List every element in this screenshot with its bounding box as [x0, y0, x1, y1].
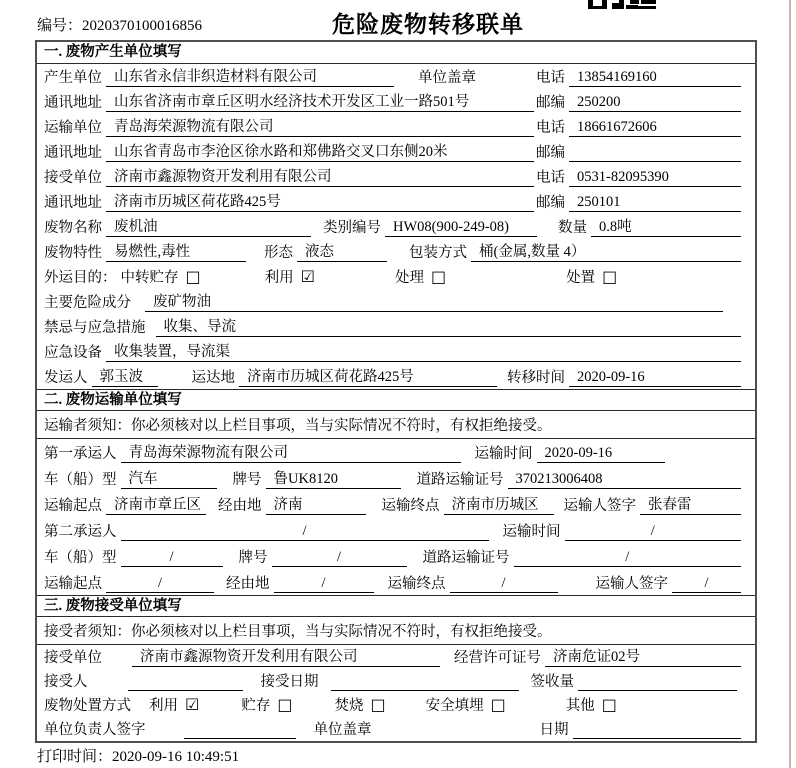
serial-value: 2020370100016856 [82, 18, 203, 34]
purpose-option-dispose [566, 266, 617, 287]
hazard-label: 主要危险成分 [44, 295, 131, 311]
sign1-label: 运输人签字 [563, 498, 636, 514]
sign1-value: 张春雷 [640, 493, 741, 515]
disposal-option-reuse [149, 694, 199, 715]
form-label: 形态 [264, 245, 293, 261]
purpose-option-transfer-storage [121, 266, 201, 287]
shipper-value: 郭玉波 [92, 365, 158, 387]
section2-fields [37, 439, 755, 595]
section3-heading: 三. 废物接受单位填写 [37, 595, 755, 617]
receiver-phone-label: 电话 [536, 170, 565, 186]
receiver-zip-value: 250101 [569, 194, 741, 212]
producer-zip-label: 邮编 [536, 95, 565, 111]
page-title: 危险废物转移联单 [332, 12, 524, 37]
transporter-addr-label: 通讯地址 [44, 145, 102, 161]
carrier2-label: 第二承运人 [44, 524, 117, 540]
unit-seal-label: 单位盖章 [418, 70, 476, 86]
taboo-label: 禁忌与应急措施 [44, 320, 146, 336]
checkbox-unchecked-icon: □ [185, 267, 201, 286]
purpose-option-label: 处理 [394, 270, 424, 286]
plate1-value: 鲁UK8120 [266, 467, 401, 489]
trait-label: 废物特性 [44, 245, 102, 261]
producer-phone-value: 13854169160 [569, 69, 741, 87]
transporter-addr-value: 山东省青岛市李沧区徐水路和郑佛路交叉口东侧20米 [106, 140, 534, 162]
checkbox-unchecked-icon: □ [430, 267, 447, 286]
row-acceptor [37, 669, 755, 693]
origin2-label: 运输起点 [44, 576, 102, 592]
section2-notice: 运输者须知：你必须核对以上栏目事项，当与实际情况不符时，有权拒绝接受。 [37, 411, 755, 439]
plate2-value: / [272, 549, 407, 567]
row-vehicle2 [37, 543, 755, 569]
license1-label: 道路运输证号 [416, 472, 504, 488]
disposal-option-label: 利用 [149, 698, 178, 714]
unit-seal2-label: 单位盖章 [313, 722, 372, 738]
row-hazard-component [37, 289, 755, 314]
vehicle1-label: 车（船）型 [44, 472, 117, 488]
checkbox-unchecked-icon: □ [602, 267, 618, 286]
row-receiver [37, 164, 755, 189]
license1-value: 370213006408 [508, 471, 742, 489]
checkbox-unchecked-icon: □ [370, 695, 386, 714]
accept-date-value [331, 674, 519, 691]
end1-label: 运输终点 [381, 498, 440, 514]
transfer-form-table [35, 40, 757, 743]
row-transporter [37, 114, 755, 139]
carrier1-label: 第一承运人 [44, 446, 117, 462]
transporter-value: 青岛海荣源物流有限公司 [106, 115, 534, 137]
carrier1-value: 青岛海荣源物流有限公司 [121, 441, 461, 463]
producer-addr-value: 山东省济南市章丘区明水经济技术开发区工业一路501号 [106, 90, 534, 112]
checkbox-unchecked-icon: □ [601, 695, 617, 714]
checkbox-unchecked-icon: □ [277, 695, 293, 714]
disposal-option-label: 贮存 [241, 698, 271, 714]
hazard-value: 废矿物油 [145, 290, 723, 312]
equipment-value: 收集装置，导流渠 [106, 340, 741, 362]
receiver-value: 济南市鑫源物资开发利用有限公司 [106, 165, 534, 187]
purpose-option-reuse [265, 266, 315, 287]
purpose-option-label: 处置 [566, 270, 596, 286]
row-carrier1 [37, 439, 755, 465]
section3-fields [37, 645, 755, 741]
transfer-date-label: 转移时间 [507, 370, 565, 386]
row-carrier2 [37, 517, 755, 543]
print-time-label: 打印时间： [37, 749, 113, 765]
print-time-value: 2020-09-16 10:49:51 [112, 749, 240, 765]
disposal-option-label: 安全填埋 [425, 698, 484, 714]
vehicle1-value: 汽车 [121, 467, 217, 489]
row-vehicle1 [37, 465, 755, 491]
row-emergency-measures [37, 314, 755, 339]
receiver-addr-label: 通讯地址 [44, 195, 102, 211]
print-time [37, 745, 239, 766]
origin1-value: 济南市章丘区 [106, 493, 206, 515]
time2-label: 运输时间 [502, 524, 561, 540]
section2-heading: 二. 废物运输单位填写 [37, 389, 755, 411]
waste-name-label: 废物名称 [44, 220, 102, 236]
plate2-label: 牌号 [238, 550, 268, 566]
date-label: 日期 [539, 722, 569, 738]
row-disposal-method [37, 693, 755, 717]
via1-value: 济南 [266, 493, 366, 515]
waste-name-value: 废机油 [106, 215, 311, 237]
quantity-value: 0.8吨 [591, 215, 741, 237]
purpose-option-label: 中转贮存 [120, 270, 179, 286]
quantity-label: 数量 [558, 220, 587, 236]
time2-value: / [565, 523, 742, 541]
row-waste-name [37, 214, 755, 239]
category-value: HW08(900-249-08) [385, 219, 537, 237]
permit-value: 济南危证02号 [545, 645, 741, 667]
sign2-label: 运输人签字 [595, 576, 668, 592]
disposal-option-other [566, 694, 617, 715]
sign2-value: / [672, 575, 741, 593]
equipment-label: 应急设备 [44, 345, 102, 361]
producer-addr-label: 通讯地址 [44, 95, 102, 111]
transporter-zip-value [569, 145, 741, 162]
row-emergency-equipment [37, 339, 755, 364]
receiver-phone-value: 0531-82095390 [569, 169, 741, 187]
via2-label: 经由地 [226, 576, 270, 592]
qr-code-icon [588, 0, 656, 9]
date-value [573, 722, 742, 739]
transporter-label: 运输单位 [44, 120, 102, 136]
section1-fields [37, 64, 755, 389]
checkbox-checked-icon: ☑ [185, 695, 200, 714]
disposal-option-label: 其他 [565, 698, 595, 714]
receiver-label: 接受单位 [44, 170, 102, 186]
carrier2-value: / [121, 523, 489, 541]
end2-label: 运输终点 [387, 576, 446, 592]
producer-phone-label: 电话 [536, 70, 565, 86]
transporter-zip-label: 邮编 [536, 145, 565, 161]
receiver-zip-label: 邮编 [536, 195, 565, 211]
row-producer [37, 64, 755, 89]
permit-label: 经营许可证号 [454, 650, 541, 666]
accept-date-label: 接受日期 [260, 674, 319, 690]
accept-unit-value: 济南市鑫源物资开发利用有限公司 [132, 645, 440, 667]
license2-value: / [514, 549, 742, 567]
row-waste-trait [37, 239, 755, 264]
row-transport-purpose [37, 264, 755, 289]
disposal-option-storage [241, 694, 292, 715]
disposal-option-incinerate [334, 694, 385, 715]
transfer-date-value: 2020-09-16 [569, 369, 741, 387]
purpose-label: 外运目的： [44, 270, 117, 286]
received-qty-value [578, 674, 737, 691]
dest-value: 济南市历城区荷花路425号 [239, 365, 497, 387]
dest-label: 运达地 [191, 370, 235, 386]
row-transporter-addr [37, 139, 755, 164]
row-route2 [37, 569, 755, 595]
producer-label: 产生单位 [44, 70, 102, 86]
packing-label: 包装方式 [409, 245, 467, 261]
end2-value: / [450, 575, 558, 593]
section1-heading: 一. 废物产生单位填写 [37, 42, 755, 64]
manager-sign-value [184, 722, 296, 739]
transporter-phone-value: 18661672606 [569, 119, 741, 137]
trait-value: 易燃性,毒性 [106, 240, 246, 262]
checkbox-checked-icon: ☑ [300, 267, 315, 286]
form-value: 液态 [297, 240, 387, 262]
acceptor-value [128, 674, 243, 691]
origin2-value: / [106, 575, 214, 593]
packing-value: 桶(金属,数量 4） [471, 240, 741, 262]
vehicle2-value: / [121, 549, 223, 567]
purpose-option-treat [395, 266, 446, 287]
page-edge-divider [789, 0, 791, 768]
disposal-option-label: 焚烧 [334, 698, 364, 714]
vehicle2-label: 车（船）型 [44, 550, 117, 566]
category-label: 类别编号 [323, 220, 381, 236]
end1-value: 济南市历城区 [444, 493, 554, 515]
producer-value: 山东省永信非织造材料有限公司 [106, 65, 394, 87]
shipper-label: 发运人 [44, 370, 88, 386]
manager-sign-label: 单位负责人签字 [44, 722, 146, 738]
serial-label: 编号： [37, 18, 83, 34]
serial-number [37, 14, 202, 35]
section3-notice: 接受者须知：你必须核对以上栏目事项，当与实际情况不符时，有权拒绝接受。 [37, 617, 755, 645]
time1-value: 2020-09-16 [537, 445, 665, 463]
row-producer-addr [37, 89, 755, 114]
row-shipper [37, 364, 755, 389]
plate1-label: 牌号 [232, 472, 262, 488]
license2-label: 道路运输证号 [422, 550, 510, 566]
disposal-label: 废物处置方式 [44, 698, 131, 714]
row-accept-unit [37, 645, 755, 669]
origin1-label: 运输起点 [44, 498, 102, 514]
taboo-value: 收集、导流 [156, 315, 742, 337]
acceptor-label: 接受人 [44, 674, 88, 690]
row-route1 [37, 491, 755, 517]
transporter-phone-label: 电话 [536, 120, 565, 136]
producer-zip-value: 250200 [569, 94, 741, 112]
received-qty-label: 签收量 [530, 674, 574, 690]
row-receiver-addr [37, 189, 755, 214]
row-signatures [37, 717, 755, 741]
receiver-addr-value: 济南市历城区荷花路425号 [106, 190, 534, 212]
via1-label: 经由地 [218, 498, 262, 514]
accept-unit-label: 接受单位 [44, 650, 102, 666]
time1-label: 运输时间 [474, 446, 533, 462]
disposal-option-landfill [426, 694, 506, 715]
via2-value: / [274, 575, 374, 593]
checkbox-unchecked-icon: □ [490, 695, 506, 714]
purpose-option-label: 利用 [264, 270, 294, 286]
